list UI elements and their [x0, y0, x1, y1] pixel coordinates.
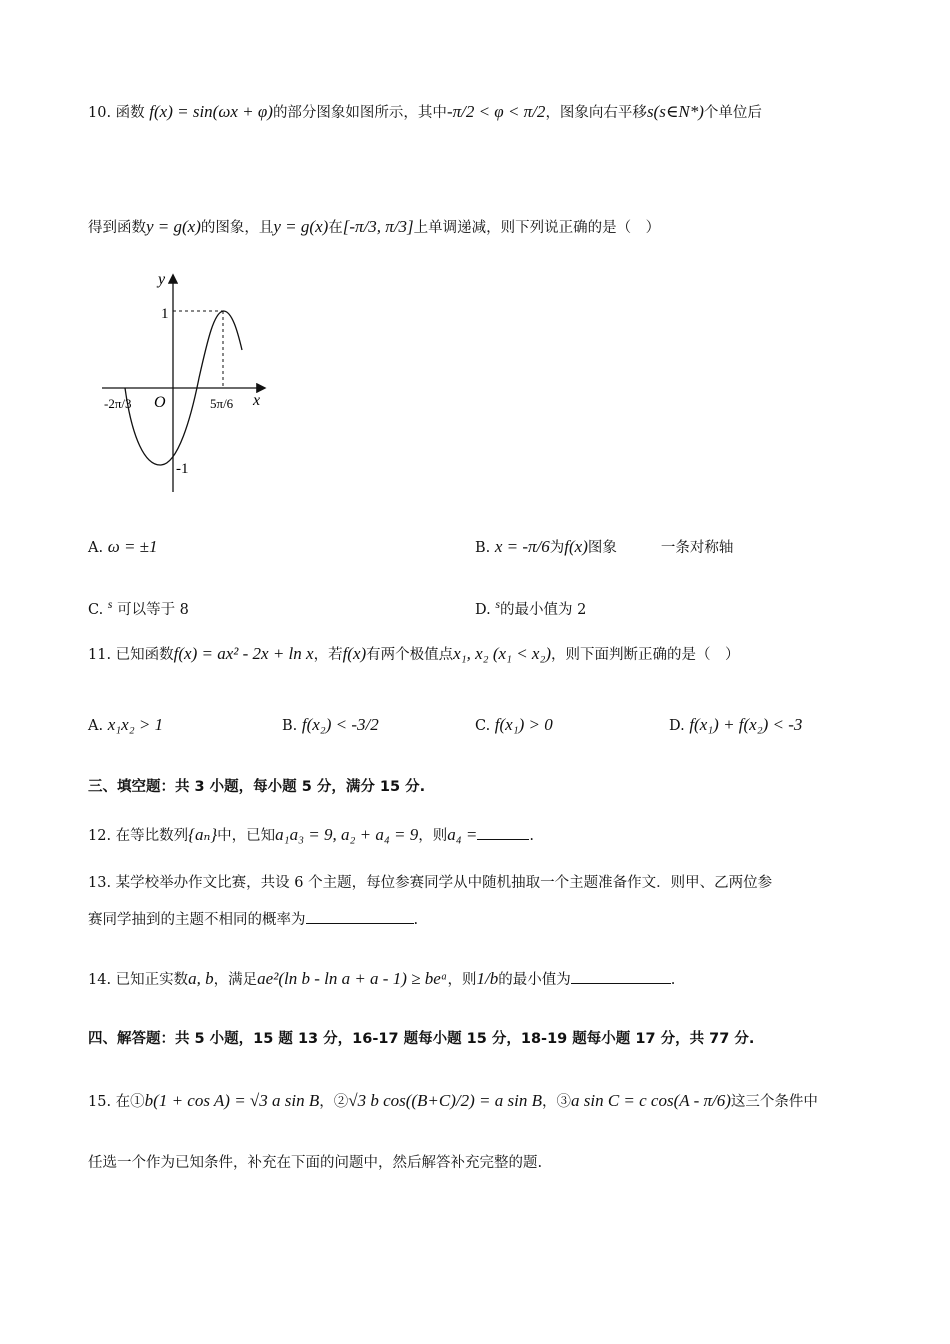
tick-x-neg: -2π/3: [104, 396, 132, 411]
q14-answer-blank[interactable]: [571, 981, 671, 984]
q10-function: f(x) = sin(ωx + φ): [149, 102, 273, 121]
q13-answer-blank[interactable]: [306, 921, 414, 924]
q10-option-c: C. $^s$ 可以等于 8: [88, 597, 189, 618]
q12-number: 12.: [88, 828, 112, 844]
q15-condition-3: a sin C = c cos(A - π/6): [570, 1091, 731, 1110]
x-axis-label: x: [253, 392, 261, 409]
q10-shift: s(s∈N*): [646, 102, 704, 121]
q10-phi-range: -π/2 < φ < π/2: [446, 102, 546, 121]
q11-option-a: A. x₁x₂ > 1: [88, 715, 164, 734]
q11-number: 11.: [88, 647, 112, 663]
y-axis-label: y: [158, 271, 166, 288]
q11-extrema: x₁, x₂ (x₁ < x₂): [453, 644, 552, 663]
section-4-title: 四、解答题：共 5 小题，15 题 13 分，16-17 题每小题 15 分，18-19 题每小题 17 分，共 77 分.: [88, 1031, 755, 1047]
q15-condition-1: b(1 + cos A) = √3 a sin B: [144, 1091, 320, 1110]
section-3-title: 三、填空题：共 3 小题，每小题 5 分，满分 15 分.: [88, 779, 426, 795]
q11-option-b: B. f(x₂) < -3/2: [282, 715, 379, 734]
q13-number: 13.: [88, 875, 112, 891]
tick-y-neg1: -1: [176, 461, 189, 477]
q12-answer-blank[interactable]: [477, 837, 529, 840]
q15-line1: 15. 在①b(1 + cos A) = √3 a sin B，②√3 b cos((B+C)/2) = a sin B，③a sin C = c cos(A - π/6)这三个条件中: [88, 1091, 818, 1110]
q13-line2: 赛同学抽到的主题不相同的概率为 .: [88, 912, 419, 928]
q11-function: f(x) = ax² - 2x + ln x: [173, 644, 314, 663]
q15-condition-2: √3 b cos((B+C)/2) = a sin B: [348, 1091, 542, 1110]
q10-sine-graph: [90, 268, 290, 498]
q14-number: 14.: [88, 972, 112, 988]
q11-line1: 11. 已知函数f(x) = ax² - 2x + ln x，若f(x)有两个极值点x₁, x₂ (x₁ < x₂)，则下面判断正确的是（ ）: [88, 644, 740, 663]
q15-line2: 任选一个作为已知条件，补充在下面的问题中，然后解答补充完整的题.: [88, 1155, 543, 1171]
q11-option-d: D. f(x₁) + f(x₂) < -3: [669, 715, 803, 734]
q10-option-a: A. ω = ±1: [88, 537, 158, 556]
q10-line2: 得到函数y = g(x)的图象，且y = g(x)在[-π/3, π/3]上单调递减，则下列说正确的是（ ）: [88, 217, 661, 236]
q10-option-b: B. x = -π/6为f(x)图象 一条对称轴: [475, 537, 734, 556]
tick-x-pos: 5π/6: [210, 396, 234, 411]
origin-label: O: [154, 394, 166, 411]
q10-option-d: D. $^s$的最小值为 2: [475, 597, 587, 618]
q14-line: 14. 已知正实数a, b，满足ae²(ln b - ln a + a - 1) ≥ beᵃ，则1/b的最小值为 .: [88, 969, 676, 988]
q12-line: 12. 在等比数列{aₙ}中，已知a₁a₃ = 9, a₂ + a₄ = 9，则a₄ = .: [88, 825, 534, 844]
tick-y-1: 1: [161, 306, 169, 322]
q10-line1: 10. 函数 f(x) = sin(ωx + φ)的部分图象如图所示，其中-π/2 < φ < π/2，图象向右平移s(s∈N*)个单位后: [88, 102, 762, 121]
q10-interval: [-π/3, π/3]: [342, 217, 414, 236]
q15-number: 15.: [88, 1094, 112, 1110]
q10-number: 10.: [88, 105, 112, 121]
q13-line1: 13. 某学校举办作文比赛，共设 6 个主题，每位参赛同学从中随机抽取一个主题准备作文．则甲、乙两位参: [88, 875, 773, 891]
q11-option-c: C. f(x₁) > 0: [475, 715, 553, 734]
